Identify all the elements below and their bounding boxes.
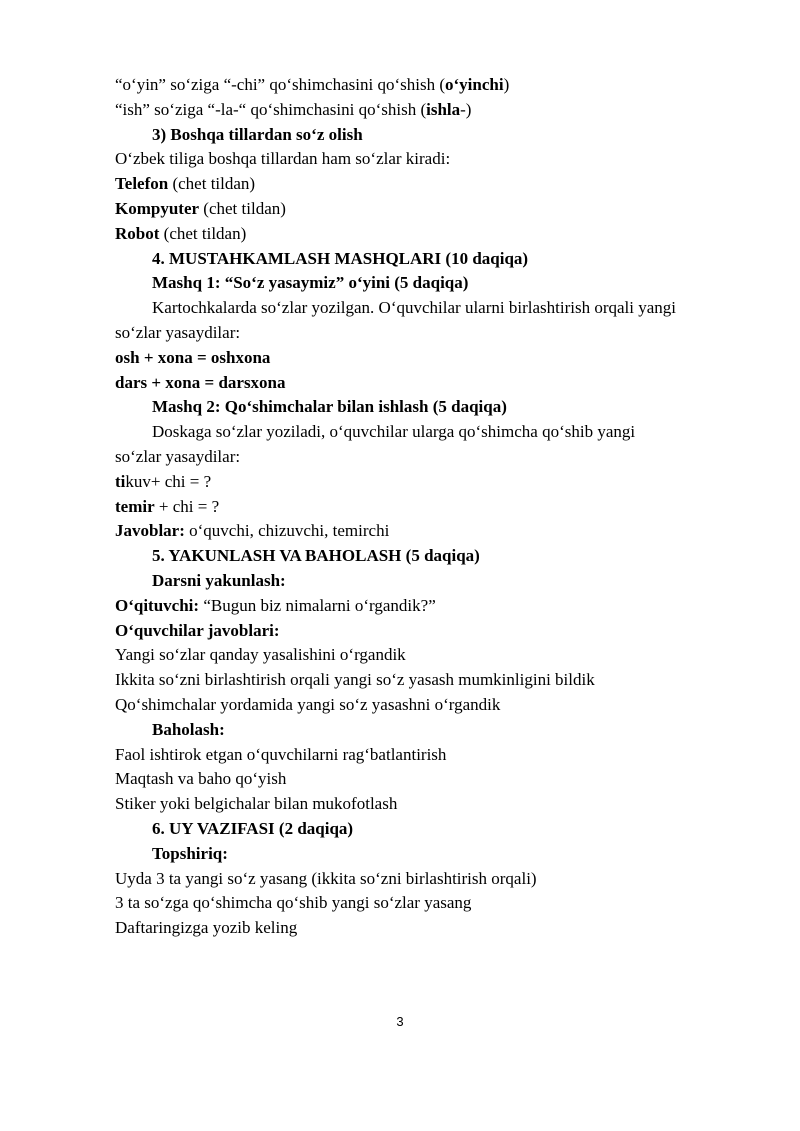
answer-item: Qo‘shimchalar yordamida yangi so‘z yasashni o‘rgandik [115, 694, 501, 714]
section-heading-4: 4. MUSTAHKAMLASH MASHQLARI (10 daqiqa) [152, 248, 529, 268]
exercise-1-heading: Mashq 1: “So‘z yasaymiz” o‘yini (5 daqiqa) [152, 273, 469, 293]
answer-item: Yangi so‘zlar qanday yasalishini o‘rgandik [115, 645, 406, 665]
exercise-2-heading: Mashq 2: Qo‘shimchalar bilan ishlash (5 daqiqa) [152, 397, 507, 417]
exercise-1-text-cont: so‘zlar yasaydilar: [115, 322, 241, 342]
subheading-conclusion: Darsni yakunlash: [152, 570, 286, 590]
subheading-assessment: Baholash: [152, 719, 225, 739]
homework-item: Daftaringizga yozib keling [115, 918, 298, 938]
exercise-1-text: Kartochkalarda so‘zlar yozilgan. O‘quvchilar ularni birlashtirish orqali yangi [152, 298, 676, 318]
assessment-item: Stiker yoki belgichalar bilan mukofotlash [115, 794, 398, 814]
assessment-item: Faol ishtirok etgan o‘quvchilarni rag‘batlantirish [115, 744, 447, 764]
task-tikuv: tikuv+ chi = ? [115, 471, 212, 491]
assessment-item: Maqtash va baho qo‘yish [115, 769, 287, 789]
answer-item: Ikkita so‘zni birlashtirish orqali yangi so‘z yasash mumkinligini bildik [115, 670, 595, 690]
example-oyinchi: “o‘yin” so‘ziga “-chi” qo‘shimchasini qo‘shish (o‘yinchi) [115, 75, 510, 94]
section-heading-5: 5. YAKUNLASH VA BAHOLASH (5 daqiqa) [152, 546, 480, 566]
paragraph-borrowing: O‘zbek tiliga boshqa tillardan ham so‘zlar kiradi: [115, 149, 451, 169]
page-number: 3 [396, 1014, 404, 1029]
example-ishla: “ish” so‘ziga “-la-“ qo‘shimchasini qo‘shish (ishla-) [115, 99, 472, 119]
answers-line: Javoblar: o‘quvchi, chizuvchi, temirchi [115, 521, 390, 541]
homework-item: Uyda 3 ta yangi so‘z yasang (ikkita so‘zni birlashtirish orqali) [115, 868, 537, 888]
example-darsxona: dars + xona = darsxona [115, 372, 286, 392]
task-temir: temir + chi = ? [115, 496, 220, 516]
subheading-borrowing: 3) Boshqa tillardan so‘z olish [152, 124, 363, 144]
example-robot: Robot (chet tildan) [115, 223, 247, 243]
teacher-question: O‘qituvchi: “Bugun biz nimalarni o‘rgandik?” [115, 595, 436, 615]
example-kompyuter: Kompyuter (chet tildan) [115, 198, 286, 218]
section-heading-6: 6. UY VAZIFASI (2 daqiqa) [152, 818, 354, 838]
example-telefon: Telefon (chet tildan) [115, 174, 256, 194]
example-oshxona: osh + xona = oshxona [115, 347, 271, 367]
exercise-2-text: Doskaga so‘zlar yoziladi, o‘quvchilar ularga qo‘shimcha qo‘shib yangi [152, 422, 636, 442]
homework-item: 3 ta so‘zga qo‘shimcha qo‘shib yangi so‘zlar yasang [115, 893, 472, 913]
subheading-task: Topshiriq: [152, 843, 228, 863]
students-answers-heading: O‘quvchilar javoblari: [115, 620, 280, 640]
page-body [115, 73, 745, 941]
exercise-2-text-cont: so‘zlar yasaydilar: [115, 446, 241, 466]
